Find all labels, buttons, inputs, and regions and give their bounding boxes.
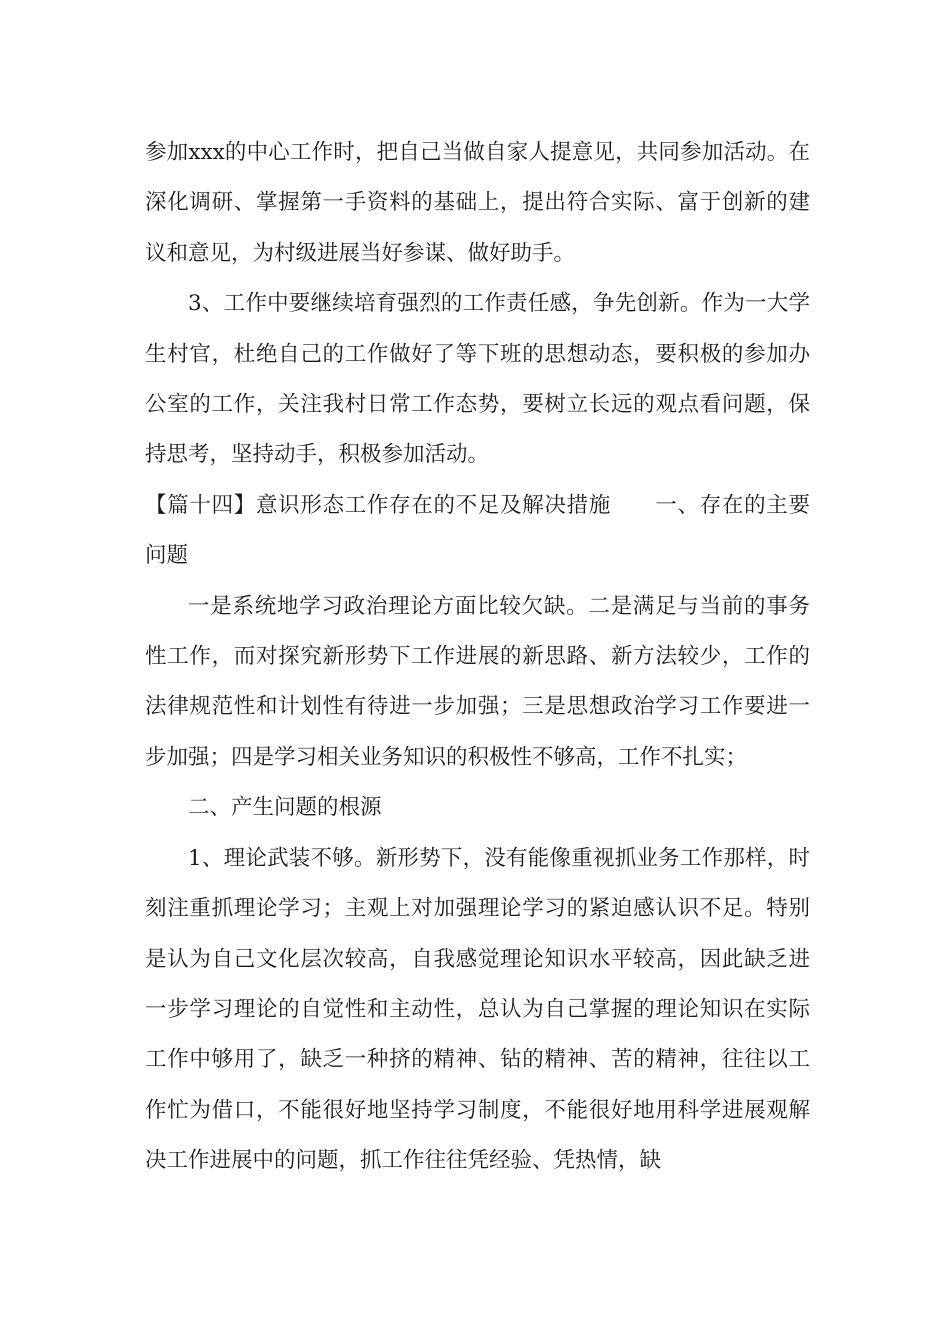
document-body <box>145 128 810 1187</box>
subsection-heading: 二、产生问题的根源 <box>188 795 382 821</box>
section-heading: 【篇十四】意识形态工作存在的不足及解决措施 一、存在的主要问题 <box>145 492 810 569</box>
paragraph-4: 1、理论武装不够。新形势下，没有能像重视抓业务工作那样，时刻注重抓理论学习；主观上对加强理论学习的紧迫感认识不足。特别是认为自己文化层次较高，自我感觉理论知识水平较高，因此缺乏进一步学习理论的自觉性和主动性，总认为自己掌握的理论知识在实际工作中够用了，缺乏一种挤的精神、钻的精神、苦的精神，往往以工作忙为借口，不能很好地坚持学习制度，不能很好地用科学进展观解决工作进展中的问题，抓工作往往凭经验、凭热情，缺 <box>145 845 810 1174</box>
paragraph-2: 3、工作中要继续培育强烈的工作责任感，争先创新。作为一大学生村官，杜绝自己的工作做好了等下班的思想动态，要积极的参加办公室的工作，关注我村日常工作态势，要树立长远的观点看问题，保持思考，坚持动手，积极参加活动。 <box>145 291 810 468</box>
paragraph-3: 一是系统地学习政治理论方面比较欠缺。二是满足与当前的事务性工作，而对探究新形势下工作进展的新思路、新方法较少，工作的法律规范性和计划性有待进一步加强；三是思想政治学习工作要进一步加强；四是学习相关业务知识的积极性不够高，工作不扎实； <box>145 593 810 770</box>
paragraph-1: 参加xxx的中心工作时，把自己当做自家人提意见，共同参加活动。在深化调研、掌握第一手资料的基础上，提出符合实际、富于创新的建议和意见，为村级进展当好参谋、做好助手。 <box>145 140 810 266</box>
